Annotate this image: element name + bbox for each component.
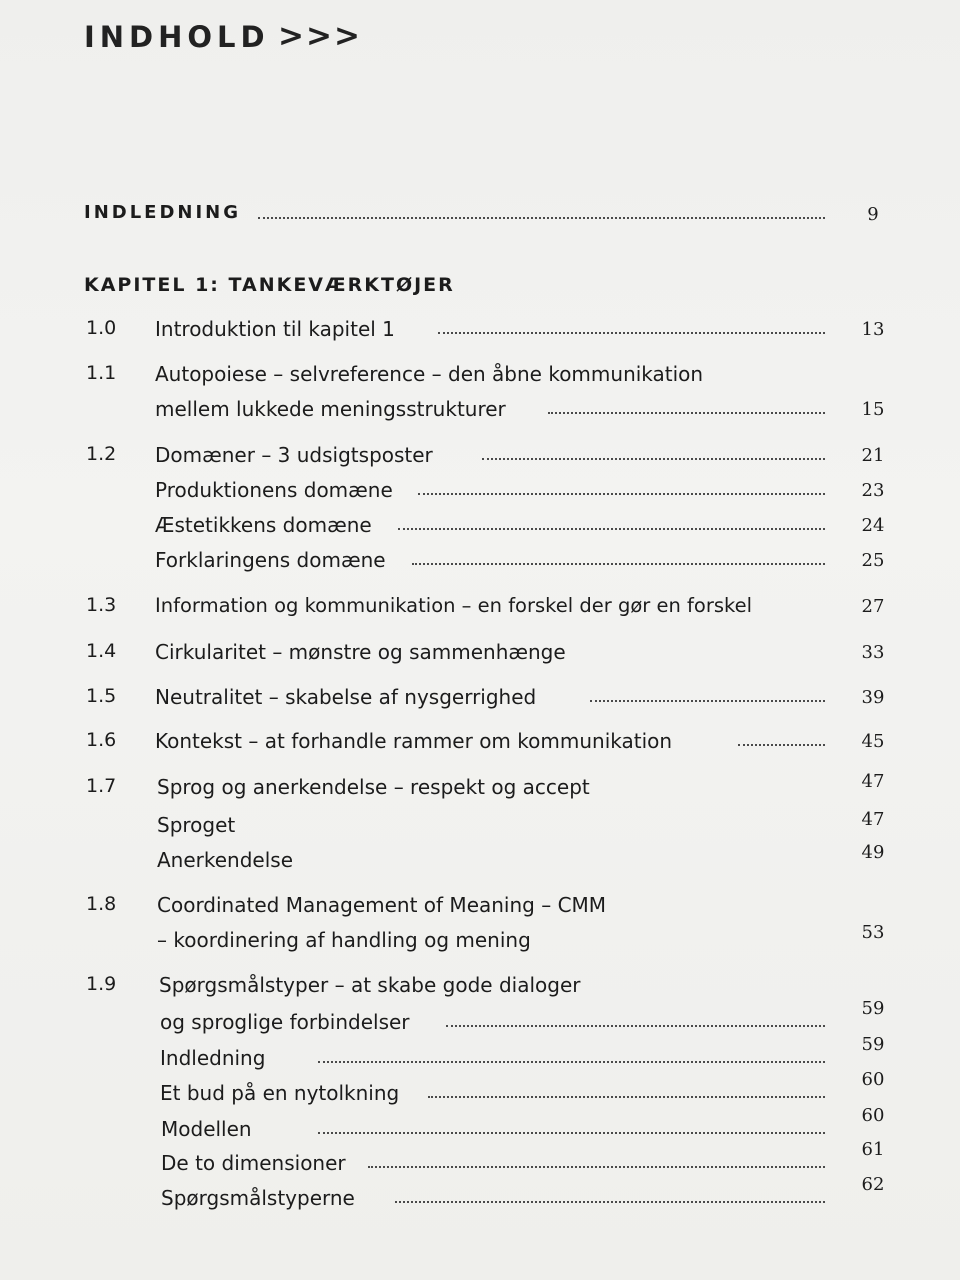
page-number: 59: [861, 1034, 885, 1055]
dot-leader: [412, 563, 825, 565]
toc-subentry[interactable]: [0, 842, 960, 878]
page-number: 47: [861, 771, 885, 792]
entry-title: Neutralitet – skabelse af nysgerrighed: [155, 685, 537, 709]
dot-leader: [590, 700, 825, 702]
dot-leader: [398, 528, 825, 530]
entry-title: Modellen: [161, 1117, 252, 1141]
page-number: 23: [861, 480, 885, 501]
toc-entry[interactable]: [0, 640, 960, 670]
page-title: INDHOLD: [84, 20, 270, 54]
section-number: 1.4: [86, 640, 117, 662]
page-number: 59: [861, 998, 885, 1019]
page-number: 9: [867, 204, 879, 225]
toc-entry[interactable]: [0, 729, 960, 759]
dot-leader: [548, 412, 825, 414]
toc-entry[interactable]: [0, 771, 960, 805]
dot-leader: [738, 744, 825, 746]
entry-title: Et bud på en nytolkning: [160, 1081, 400, 1105]
entry-title: Kontekst – at forhandle rammer om kommunikation: [155, 729, 673, 753]
toc-entry-continuation[interactable]: [0, 922, 960, 958]
entry-title: De to dimensioner: [161, 1151, 346, 1175]
dot-leader: [395, 1201, 825, 1203]
dot-leader: [418, 493, 825, 495]
page-number: 39: [861, 687, 885, 708]
page-number: 49: [861, 842, 885, 863]
page-number: 60: [861, 1069, 885, 1090]
toc-entry[interactable]: [0, 893, 960, 923]
chapter-heading: KAPITEL 1: TANKEVÆRKTØJER: [84, 274, 455, 296]
toc-subentry[interactable]: [0, 1105, 960, 1147]
dot-leader: [318, 1061, 825, 1063]
page-number: 33: [861, 642, 885, 663]
entry-title: Autopoiese – selvreference – den åbne kommunikation: [155, 362, 704, 386]
dot-leader: [428, 1096, 825, 1098]
entry-title: Domæner – 3 udsigtsposter: [155, 443, 433, 467]
entry-title: Anerkendelse: [157, 848, 294, 872]
entry-title-line2: mellem lukkede meningsstrukturer: [155, 397, 506, 421]
entry-title: Spørgsmålstyper – at skabe gode dialoger: [159, 973, 581, 997]
entry-title: Introduktion til kapitel 1: [155, 317, 395, 341]
page-number: 21: [861, 445, 885, 466]
toc-subentry[interactable]: [0, 548, 960, 578]
entry-title: Sproget: [157, 813, 236, 837]
entry-title: Æstetikkens domæne: [155, 513, 372, 537]
entry-title: Produktionens domæne: [155, 478, 393, 502]
page-number: 27: [861, 596, 885, 617]
section-number: 1.7: [86, 775, 117, 797]
page-number: 61: [861, 1139, 885, 1160]
dot-leader: [438, 332, 825, 334]
toc-entry[interactable]: [0, 685, 960, 715]
toc-subentry[interactable]: [0, 1069, 960, 1111]
section-number: 1.6: [86, 729, 117, 751]
toc-entry[interactable]: [0, 594, 960, 624]
dot-leader: [368, 1166, 825, 1168]
toc-entry-label: INDLEDNING: [84, 202, 242, 223]
page-number: 62: [861, 1174, 885, 1195]
dot-leader: [482, 458, 825, 460]
toc-entry-continuation[interactable]: [0, 998, 960, 1040]
page-number: 53: [861, 922, 885, 943]
entry-title: Sprog og anerkendelse – respekt og accept: [157, 775, 590, 799]
entry-title: Coordinated Management of Meaning – CMM: [157, 893, 607, 917]
dot-leader: [318, 1132, 825, 1134]
toc-entry[interactable]: [0, 973, 960, 1003]
toc-subentry[interactable]: [0, 513, 960, 543]
page-number: 13: [861, 319, 885, 340]
page-number: 15: [861, 399, 885, 420]
page-number: 60: [861, 1105, 885, 1126]
page-number: 47: [861, 809, 885, 830]
section-number: 1.3: [86, 594, 117, 616]
entry-title: Indledning: [160, 1046, 266, 1070]
toc-subentry[interactable]: [0, 478, 960, 508]
section-number: 1.1: [86, 362, 117, 384]
toc-subentry[interactable]: [0, 1139, 960, 1181]
page-number: 45: [861, 731, 885, 752]
section-number: 1.5: [86, 685, 117, 707]
page-number: 24: [861, 515, 885, 536]
toc-entry[interactable]: [0, 443, 960, 473]
entry-title: Forklaringens domæne: [155, 548, 386, 572]
section-number: 1.2: [86, 443, 117, 465]
toc-subentry[interactable]: [0, 1174, 960, 1216]
toc-entry-continuation[interactable]: [0, 397, 960, 427]
arrows-decoration: >>>: [278, 18, 362, 54]
toc-entry[interactable]: [0, 317, 960, 347]
toc-subentry[interactable]: [0, 809, 960, 843]
toc-entry[interactable]: [0, 362, 960, 392]
entry-title: Spørgsmålstyperne: [161, 1186, 355, 1210]
dot-leader: [446, 1025, 825, 1027]
toc-entry-intro[interactable]: [0, 202, 960, 232]
dot-leader: [258, 217, 825, 219]
entry-title: Information og kommunikation – en forskel der gør en forskel: [155, 594, 753, 617]
entry-title-line2: og sproglige forbindelser: [160, 1010, 410, 1034]
section-number: 1.0: [86, 317, 117, 339]
entry-title-line2: – koordinering af handling og mening: [157, 928, 531, 952]
page-number: 25: [861, 550, 885, 571]
section-number: 1.9: [86, 973, 117, 995]
entry-title: Cirkularitet – mønstre og sammenhænge: [155, 640, 566, 664]
toc-subentry[interactable]: [0, 1034, 960, 1076]
section-number: 1.8: [86, 893, 117, 915]
